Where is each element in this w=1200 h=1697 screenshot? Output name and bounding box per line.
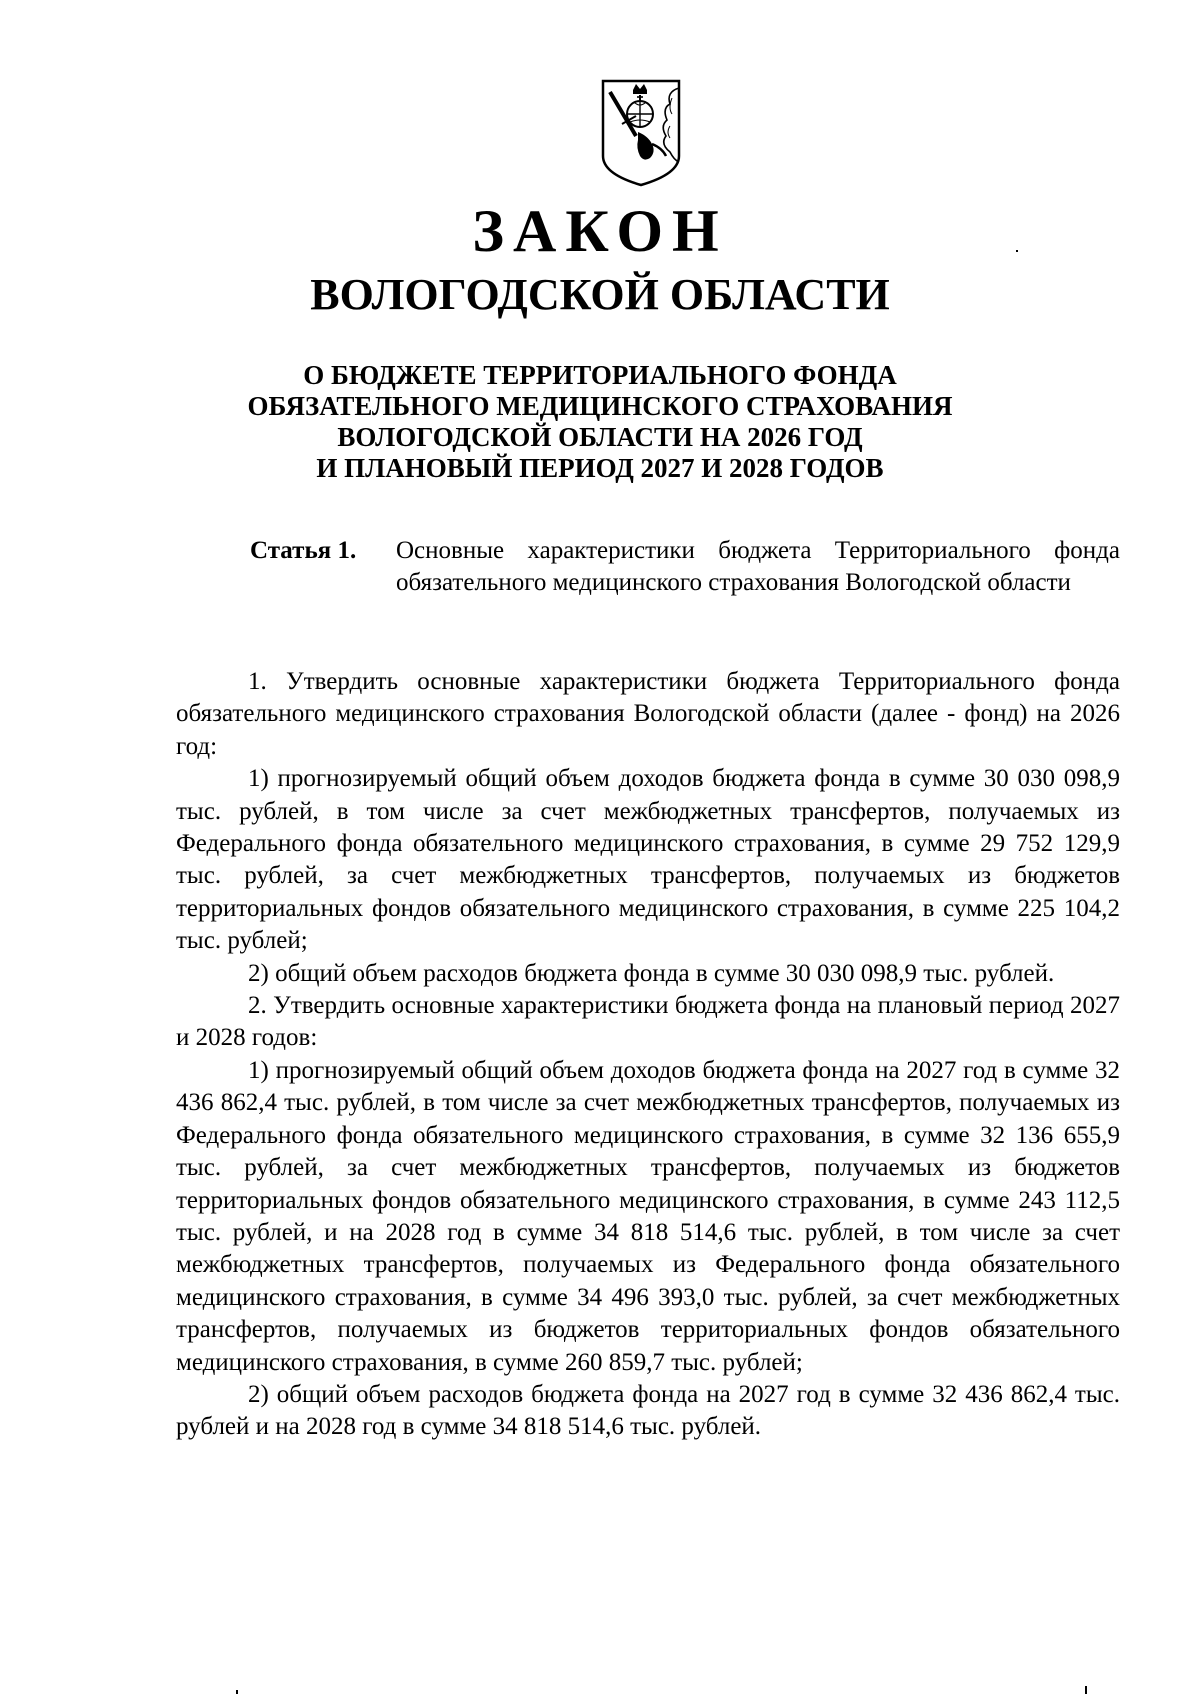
law-title-line: И ПЛАНОВЫЙ ПЕРИОД 2027 И 2028 ГОДОВ (316, 453, 884, 483)
law-title-line: ОБЯЗАТЕЛЬНОГО МЕДИЦИНСКОГО СТРАХОВАНИЯ (247, 391, 953, 421)
article-heading-text: Основные характеристики бюджета Территориального фонда обязательного медицинского страхования Вологодской области (396, 537, 1120, 596)
law-title (0, 360, 1200, 484)
article-label: Статья 1. (250, 537, 357, 564)
law-title-line: ВОЛОГОДСКОЙ ОБЛАСТИ НА 2026 ГОД (337, 422, 863, 452)
scan-mark (236, 1690, 238, 1694)
vologda-coat-of-arms-icon (600, 78, 682, 188)
paragraph: 1) прогнозируемый общий объем доходов бюджета фонда в сумме 30 030 098,9 тыс. рублей, в том числе за счет межбюджетных трансфертов, получаемых из Федерального фонда обязательного медицинского страхования, в сумме 29 752 129,9 тыс. рублей, за счет межбюджетных трансфертов, получаемых из бюджетов территориальных фондов обязательного медицинского страхования, в сумме 225 104,2 тыс. рублей; (176, 765, 1120, 955)
scan-mark (1085, 1686, 1087, 1694)
document-subtitle: ВОЛОГОДСКОЙ ОБЛАСТИ (310, 270, 890, 319)
paragraph: 2) общий объем расходов бюджета фонда в сумме 30 030 098,9 тыс. рублей. (248, 959, 1055, 987)
scan-mark (1016, 250, 1018, 252)
paragraph: 2) общий объем расходов бюджета фонда на 2027 год в сумме 32 436 862,4 тыс. рублей и на 2028 год в сумме 34 818 514,6 тыс. рублей. (176, 1380, 1120, 1441)
law-title-line: О БЮДЖЕТЕ ТЕРРИТОРИАЛЬНОГО ФОНДА (303, 360, 897, 390)
paragraph: 2. Утвердить основные характеристики бюджета фонда на плановый период 2027 и 2028 годов: (176, 992, 1120, 1052)
article-heading (250, 535, 1120, 599)
paragraph: 1) прогнозируемый общий объем доходов бюджета фонда на 2027 год в сумме 32 436 862,4 тыс. рублей, в том числе за счет межбюджетных трансфертов, получаемых из Федерального фонда обязательного медицинского страхования, в сумме 32 136 655,9 тыс. рублей, за счет межбюджетных трансфертов, получаемых из бюджетов территориальных фондов обязательного медицинского страхования, в сумме 243 112,5 тыс. рублей, и на 2028 год в сумме 34 818 514,6 тыс. рублей, в том числе за счет межбюджетных трансфертов, получаемых из Федерального фонда обязательного медицинского страхования, в сумме 34 496 393,0 тыс. рублей, за счет межбюджетных трансфертов, получаемых из бюджетов территориальных фондов обязательного медицинского страхования, в сумме 260 859,7 тыс. рублей; (176, 1056, 1120, 1376)
article-body (176, 666, 1120, 1444)
document-title: ЗАКОН (472, 198, 728, 264)
paragraph: 1. Утвердить основные характеристики бюджета Территориального фонда обязательного медицинского страхования Вологодской области (далее - фонд) на 2026 год: (176, 668, 1120, 760)
